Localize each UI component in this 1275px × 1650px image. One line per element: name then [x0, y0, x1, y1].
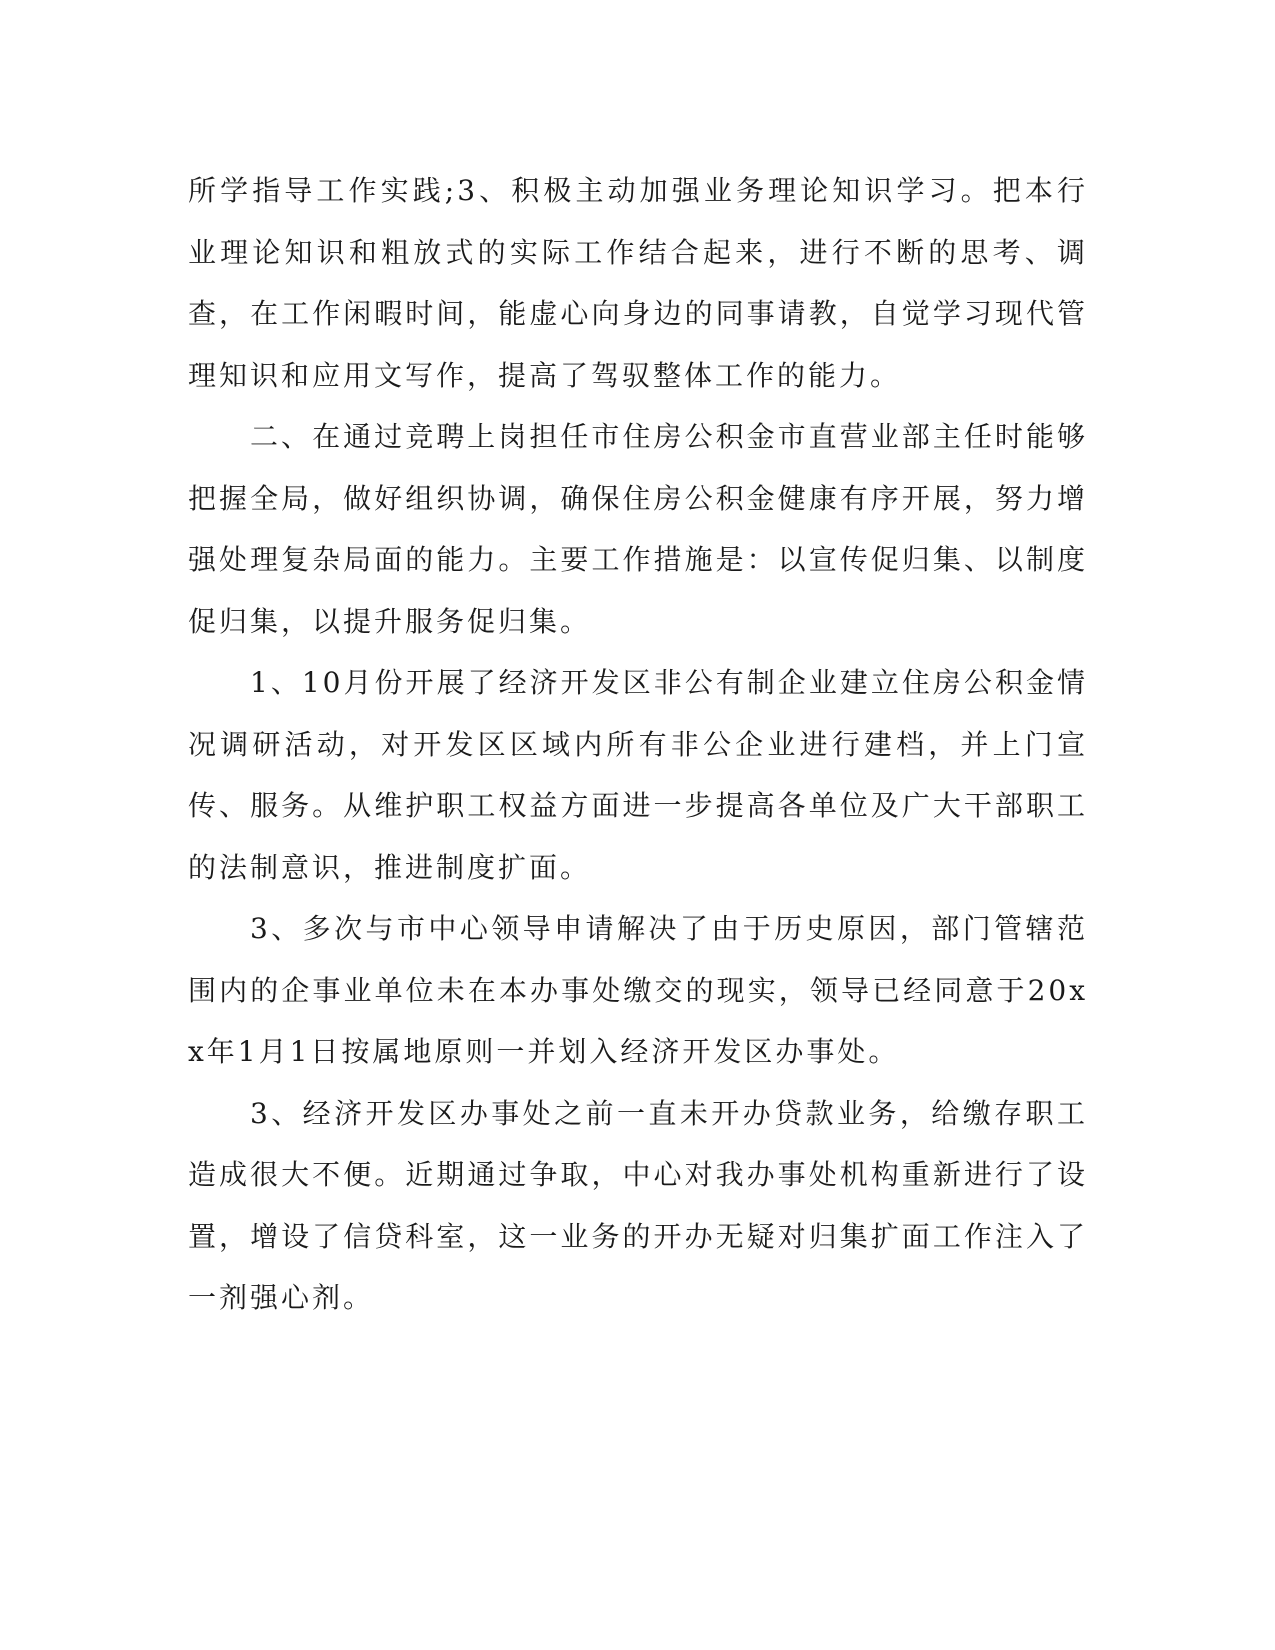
paragraph-item-3b: 3、经济开发区办事处之前一直未开办贷款业务，给缴存职工造成很大不便。近期通过争取，中心对我办事处机构重新进行了设置，增设了信贷科室，这一业务的开办无疑对归集扩面工作注入了一剂强心剂。	[188, 1096, 1088, 1314]
paragraph-section-two: 二、在通过竞聘上岗担任市住房公积金市直营业部主任时能够把握全局，做好组织协调，确保住房公积金健康有序开展，努力增强处理复杂局面的能力。主要工作措施是：以宣传促归集、以制度促归集，以提升服务促归集。	[188, 420, 1088, 638]
paragraph-item-1: 1、10月份开展了经济开发区非公有制企业建立住房公积金情况调研活动，对开发区区域内所有非公企业进行建档，并上门宣传、服务。从维护职工权益方面进一步提高各单位及广大干部职工的法制意识，推进制度扩面。	[188, 666, 1088, 884]
document-body	[188, 160, 1088, 1329]
paragraph-item-3a: 3、多次与市中心领导申请解决了由于历史原因，部门管辖范围内的企事业单位未在本办事处缴交的现实，领导已经同意于20xx年1月1日按属地原则一并划入经济开发区办事处。	[188, 912, 1088, 1068]
paragraph-continuation: 所学指导工作实践;3、积极主动加强业务理论知识学习。把本行业理论知识和粗放式的实际工作结合起来，进行不断的思考、调查，在工作闲暇时间，能虚心向身边的同事请教，自觉学习现代管理知识和应用文写作，提高了驾驭整体工作的能力。	[188, 174, 1088, 392]
